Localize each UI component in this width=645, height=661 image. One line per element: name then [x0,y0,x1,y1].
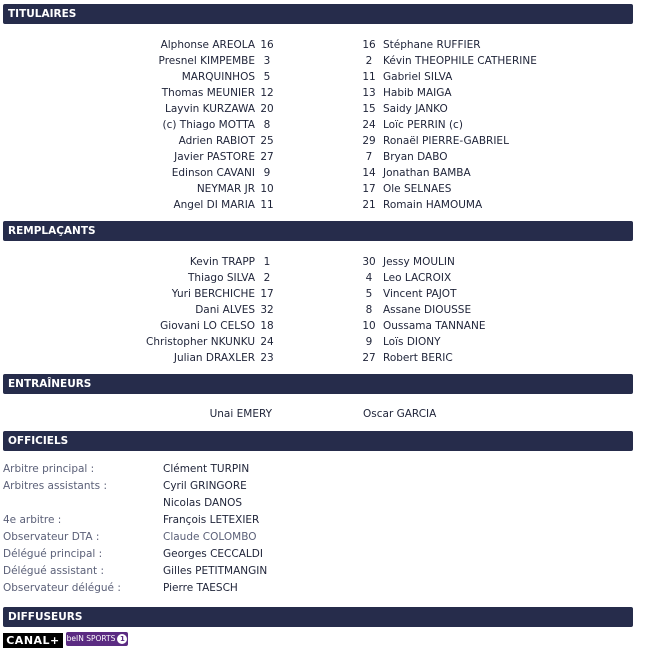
away-player-number: 10 [362,320,376,332]
away-player-name: Ole SELNAES [383,183,452,195]
home-player-number: 24 [260,336,274,348]
official-name: François LETEXIER [163,514,260,526]
away-player-name: Loïc PERRIN (c) [383,119,463,131]
away-player-number: 7 [365,151,373,163]
away-player-number: 2 [365,55,373,67]
official-role-label: Observateur DTA : [3,531,100,543]
official-name: Georges CECCALDI [163,548,263,560]
away-player-name: Romain HAMOUMA [383,199,483,211]
away-player-name: Jessy MOULIN [383,256,455,268]
canal-plus-logo: CANAL+ [3,633,63,648]
away-player-number: 16 [362,39,376,51]
home-player-name: Kevin TRAPP [189,256,255,268]
home-player-number: 3 [263,55,271,67]
home-player-name: Thomas MEUNIER [161,87,255,99]
official-name: Nicolas DANOS [163,497,242,509]
away-player-number: 24 [362,119,376,131]
away-player-name: Vincent PAJOT [383,288,457,300]
away-player-number: 4 [365,272,373,284]
home-player-name: Layvin KURZAWA [165,103,255,115]
away-player-name: Saidy JANKO [383,103,448,115]
away-player-number: 9 [365,336,373,348]
home-player-name: MARQUINHOS [181,71,255,83]
home-player-number: 11 [260,199,274,211]
official-name: Cyril GRINGORE [163,480,247,492]
official-role-label: Délégué principal : [3,548,103,560]
away-player-number: 14 [362,167,376,179]
home-player-name: NEYMAR JR [196,183,255,195]
official-role-label: Arbitres assistants : [3,480,107,492]
section-header-remplacants: REMPLAÇANTS [3,221,633,241]
coach-home: Unai EMERY [209,408,272,420]
home-player-number: 25 [260,135,274,147]
section-header-diffuseurs: DIFFUSEURS [3,607,633,627]
away-player-number: 17 [362,183,376,195]
official-role-label: Observateur délégué : [3,582,121,594]
official-name: Claude COLOMBO [163,531,257,543]
home-player-name: Edinson CAVANI [171,167,255,179]
home-player-name: Adrien RABIOT [178,135,255,147]
away-player-name: Ronaël PIERRE-GABRIEL [383,135,509,147]
home-player-name: Presnel KIMPEMBE [158,55,255,67]
home-player-number: 18 [260,320,274,332]
away-player-number: 11 [362,71,376,83]
home-player-number: 9 [263,167,271,179]
section-header-entraineurs: ENTRAÎNEURS [3,374,633,394]
away-player-name: Robert BERIC [383,352,453,364]
home-player-name: Alphonse AREOLA [160,39,255,51]
away-player-number: 8 [365,304,373,316]
section-header-officiels: OFFICIELS [3,431,633,451]
home-player-number: 20 [260,103,274,115]
section-header-titulaires: TITULAIRES [3,4,633,24]
home-player-number: 10 [260,183,274,195]
away-player-name: Jonathan BAMBA [383,167,471,179]
away-player-number: 30 [362,256,376,268]
away-player-number: 29 [362,135,376,147]
away-player-name: Habib MAIGA [383,87,452,99]
away-player-number: 21 [362,199,376,211]
away-player-number: 27 [362,352,376,364]
home-player-number: 8 [263,119,271,131]
official-name: Clément TURPIN [163,463,250,475]
official-role-label: Arbitre principal : [3,463,95,475]
home-player-name: Christopher NKUNKU [146,336,255,348]
bein-sports-logo [66,632,128,646]
away-player-name: Loïs DIONY [383,336,441,348]
home-player-name: Giovani LO CELSO [160,320,255,332]
home-player-name: Julian DRAXLER [173,352,255,364]
home-player-number: 2 [263,272,271,284]
official-role-label: Délégué assistant : [3,565,105,577]
away-player-number: 5 [365,288,373,300]
home-player-name: Javier PASTORE [174,151,255,163]
home-player-number: 17 [260,288,274,300]
away-player-name: Assane DIOUSSE [383,304,472,316]
official-name: Gilles PETITMANGIN [163,565,268,577]
away-player-number: 15 [362,103,376,115]
official-role-label: 4e arbitre : [3,514,62,526]
home-player-number: 12 [260,87,274,99]
home-player-name: Yuri BERCHICHE [171,288,255,300]
home-player-number: 27 [260,151,274,163]
away-player-name: Bryan DABO [383,151,448,163]
away-player-name: Stéphane RUFFIER [383,39,481,51]
bein-sports-channel-number: 1 [117,634,127,644]
home-player-number: 32 [260,304,274,316]
away-player-name: Oussama TANNANE [383,320,486,332]
away-player-number: 13 [362,87,376,99]
official-name: Pierre TAESCH [163,582,238,594]
home-player-number: 5 [263,71,271,83]
home-player-name: Angel DI MARIA [173,199,255,211]
away-player-name: Gabriel SILVA [383,71,453,83]
home-player-name: (c) Thiago MOTTA [162,119,255,131]
home-player-number: 1 [263,256,271,268]
home-player-number: 16 [260,39,274,51]
coach-away: Oscar GARCIA [363,408,437,420]
away-player-name: Leo LACROIX [383,272,452,284]
bein-sports-label: beIN SPORTS [66,634,116,643]
home-player-name: Thiago SILVA [188,272,255,284]
home-player-number: 23 [260,352,274,364]
away-player-name: Kévin THEOPHILE CATHERINE [383,55,537,67]
home-player-name: Dani ALVES [195,304,255,316]
